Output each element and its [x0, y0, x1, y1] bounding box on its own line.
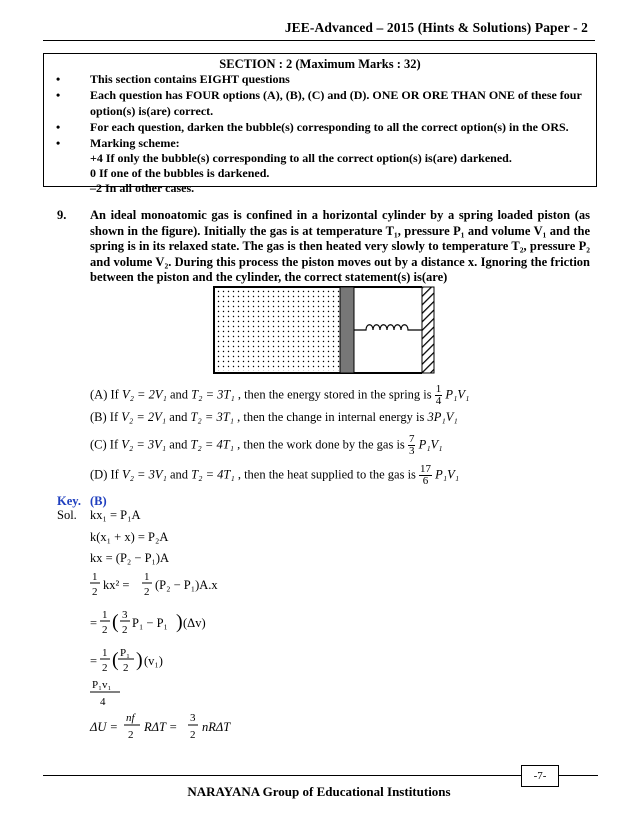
bullet-text-1: This section contains EIGHT questions: [90, 72, 290, 86]
svg-text:nRΔT: nRΔT: [202, 720, 231, 734]
footer-rule: [43, 775, 598, 776]
scheme-line-1: +4 If only the bubble(s) corresponding to all the correct option(s) is(are) darkened.: [90, 151, 512, 165]
svg-text:RΔT =: RΔT =: [144, 720, 178, 734]
footer-org: NARAYANA Group of Educational Institutions: [187, 784, 451, 799]
key-label: Key.: [57, 494, 81, 508]
svg-text:2: 2: [102, 624, 108, 636]
solution-label: Sol.: [57, 508, 77, 522]
svg-text:=: =: [90, 654, 98, 668]
solution-line-1: kx₁ = P₁A: [90, 508, 141, 522]
svg-text:3: 3: [122, 609, 128, 621]
svg-text:2: 2: [190, 729, 196, 740]
solution-derivation: [86, 568, 346, 740]
bullet-text-3: For each question, darken the bubble(s) corresponding to all the correct option(s) in the ORS.: [90, 120, 569, 134]
option-d: (D) If V₂ = 3V₁ and T₂ = 4T₁ , then the heat supplied to the gas is $\frac{17}{6}$ P₁V₁: [90, 463, 460, 487]
svg-text:2: 2: [102, 662, 108, 674]
bullet-icon: •: [56, 72, 61, 86]
svg-text:2: 2: [92, 586, 98, 598]
svg-text:2: 2: [144, 586, 150, 598]
cylinder-figure: [212, 285, 438, 375]
page-header: JEE-Advanced – 2015 (Hints & Solutions) Paper - 2: [284, 20, 588, 35]
solution-line-2: k(x₁ + x) = P₂A: [90, 530, 169, 544]
bullet-icon: •: [56, 136, 61, 150]
key-answer: (B): [90, 494, 107, 508]
svg-text:): ): [136, 649, 143, 671]
svg-text:nf: nf: [126, 712, 135, 724]
scheme-line-2: 0 If one of the bubbles is darkened.: [90, 166, 270, 180]
svg-text:2: 2: [122, 624, 128, 636]
svg-text:1: 1: [102, 647, 108, 659]
svg-text:(: (: [112, 611, 119, 633]
header-rule: [43, 40, 595, 41]
svg-text:kx² =: kx² =: [103, 578, 130, 592]
gas-region: [214, 289, 340, 371]
bullet-icon: •: [56, 88, 61, 102]
svg-text:4: 4: [100, 696, 106, 708]
svg-text:(Δv): (Δv): [183, 616, 206, 630]
svg-text:1: 1: [92, 571, 98, 583]
svg-text:2: 2: [128, 729, 134, 740]
option-c: (C) If V₂ = 3V₁ and T₂ = 4T₁ , then the work done by the gas is $\frac{7}{3}$ P₁V₁: [90, 433, 443, 457]
svg-text:P₁ − P₁: P₁ − P₁: [132, 616, 168, 630]
svg-text:P₁v₁: P₁v₁: [92, 679, 112, 691]
svg-text:(P₂ − P₁)A.x: (P₂ − P₁)A.x: [155, 578, 218, 592]
bullet-icon: •: [56, 120, 61, 134]
bullet-text-2: Each question has FOUR options (A), (B), (C) and (D). ONE OR ORE THAN ONE of these four option(s) is(are) correct.: [90, 88, 582, 118]
scheme-line-3: –2 In all other cases.: [90, 181, 195, 195]
spring-coil: [354, 325, 422, 330]
solution-line-3: kx = (P₂ − P₁)A: [90, 551, 170, 565]
svg-text:(: (: [112, 649, 119, 671]
fixed-wall: [422, 287, 434, 373]
question-text: An ideal monoatomic gas is confined in a horizontal cylinder by a spring loaded piston (as shown in the figure). Initially the gas is at temperature T₁, pressure P₁ and volume V₁ and the spring is in its relaxed state. The gas is then heated very slowly to temperature T₂, pressure P₂ and volume V₂. During this process the piston moves out by a distance x. Ignoring the friction between the piston and the cylinder, the correct statement(s) is(are): [90, 208, 590, 284]
option-a: (A) If V₂ = 2V₁ and T₂ = 3T₁ , then the energy stored in the spring is $\frac{1}{4}$ P₁V₁: [90, 383, 470, 407]
piston: [340, 287, 354, 373]
svg-text:ΔU =: ΔU =: [90, 720, 118, 734]
option-b: (B) If V₂ = 2V₁ and T₂ = 3T₁ , then the change in internal energy is 3P₁V₁: [90, 410, 458, 424]
svg-text:): ): [176, 611, 183, 633]
svg-text:1: 1: [102, 609, 108, 621]
section-title: SECTION : 2 (Maximum Marks : 32): [219, 57, 421, 71]
bullet-text-4: Marking scheme:: [90, 136, 180, 150]
svg-text:P₁: P₁: [120, 647, 130, 659]
svg-text:1: 1: [144, 571, 150, 583]
page-number: -7-: [521, 765, 559, 787]
svg-text:=: =: [90, 616, 98, 630]
svg-text:(v₁): (v₁): [144, 654, 163, 668]
svg-text:2: 2: [123, 662, 129, 674]
svg-text:3: 3: [190, 712, 196, 724]
question-number: 9.: [57, 208, 67, 222]
